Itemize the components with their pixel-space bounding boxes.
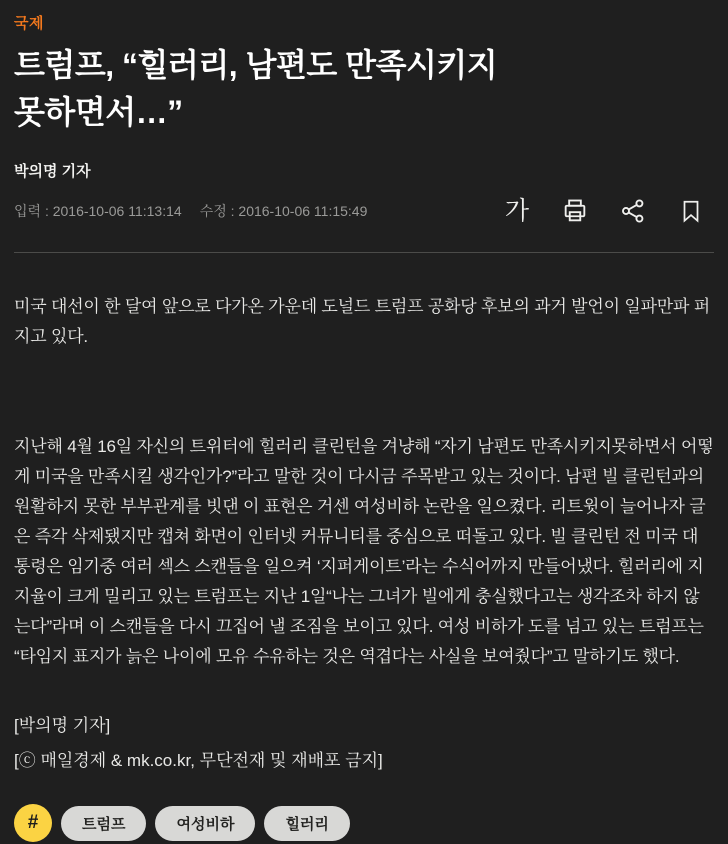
tag-trump[interactable]: 트럼프: [61, 806, 146, 841]
bookmark-button[interactable]: [676, 196, 706, 226]
timestamps: [14, 201, 367, 221]
tag-misogyny[interactable]: 여성비하: [155, 806, 255, 841]
published-timestamp: 입력 : 2016-10-06 11:13:14: [14, 203, 182, 219]
reporter-name[interactable]: 박의명 기자: [14, 163, 91, 180]
category-label[interactable]: 국제: [14, 15, 44, 32]
article-paragraph-1: 미국 대선이 한 달여 앞으로 다가온 가운데 도널드 트럼프 공화당 후보의 과거 발언이 일파만파 퍼지고 있다.: [14, 297, 710, 346]
copyright-notice: [ⓒ 매일경제 & mk.co.kr, 무단전재 및 재배포 금지]: [14, 751, 383, 770]
font-size-button[interactable]: [502, 196, 532, 226]
hashtag-icon: #: [14, 804, 52, 842]
article-footer: [14, 708, 714, 778]
printer-icon: [561, 197, 589, 225]
article-toolbar: [502, 196, 714, 226]
print-button[interactable]: [560, 196, 590, 226]
article-paragraph-2: 지난해 4월 16일 자신의 트위터에 힐러리 클린턴을 겨냥해 “자기 남편도 만족시키지못하면서 어떻게 미국을 만족시킬 생각인가?”라고 말한 것이 다시금 주목받고 있는 것이다. 남편 빌 클린턴과의 원활하지 못한 부부관계를 빗댄 이 표현은 거센 여성비하 논란을 일으켰다. 리트윗이 늘어나자 글은 즉각 삭제됐지만 캡쳐 화면이 인터넷 커뮤니티를 중심으로 떠돌고 있다. 빌 클린턴 전 미국 대통령은 임기중 여러 섹스 스캔들을 일으켜 ‘지퍼게이트’라는 수식어까지 만들어냈다. 힐러리에 지지율이 크게 밀리고 있는 트럼프는 지난 1일“나는 그녀가 빌에게 충실했다고는 생각조차 하지 않는다”라며 이 스캔들을 다시 끄집어 낼 조짐을 보이고 있다. 여성 비하가 도를 넘고 있는 트럼프는 “타임지 표지가 늙은 나이에 모유 수유하는 것은 역겹다는 사실을 보여줬다”고 말하기도 했다.: [14, 437, 714, 666]
article-title: 트럼프, “힐러리, 남편도 만족시키지 못하면서…”: [14, 47, 498, 130]
header-divider: [14, 252, 714, 253]
tag-row: [14, 804, 714, 842]
share-icon: [619, 197, 647, 225]
byline: [박의명 기자]: [14, 716, 111, 735]
bookmark-icon: [678, 197, 704, 225]
tag-hillary[interactable]: 힐러리: [264, 806, 349, 841]
meta-row: [14, 194, 714, 228]
font-size-icon: 가: [504, 196, 530, 225]
share-button[interactable]: [618, 196, 648, 226]
modified-timestamp: 수정 : 2016-10-06 11:15:49: [199, 203, 368, 219]
